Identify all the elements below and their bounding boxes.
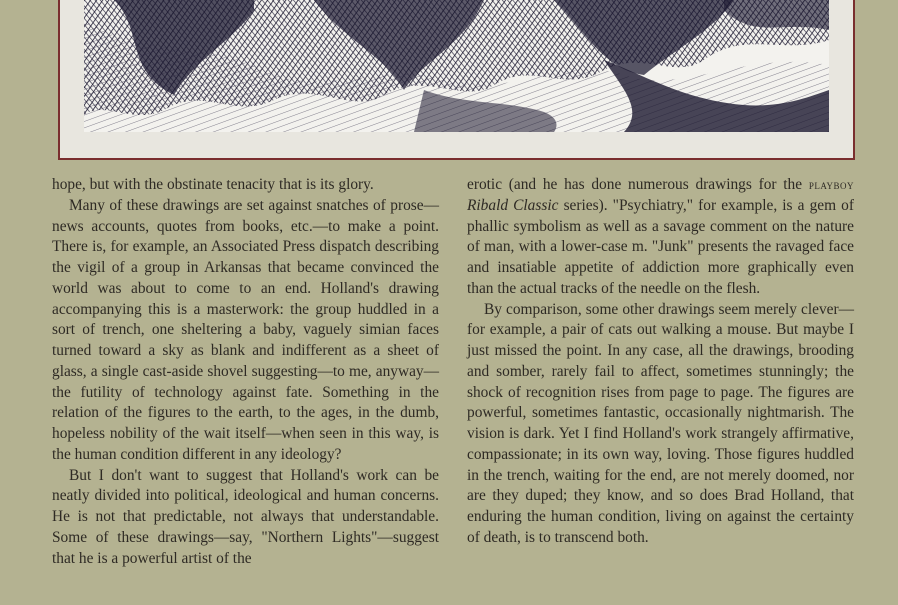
paragraph: Many of these drawings are set against snatches of prose—news accounts, quotes from books, etc.—to make a point. There is, for example, an Associated Press dispatch describing the vigil of a group in Arkansas that became convinced the world was about to come to an end. Holland's drawing accompanying this is a masterwork: the group huddled in a sort of trench, one sheltering a baby, vaguely simian faces turned toward a sky as blank and indifferent as a sheet of glass, a single cast-aside shovel suggesting—to me, anyway—the futility of technology against fate. Something in the relation of the figures to the earth, to the ages, in the dumb, hopeless nobility of the wait itself—when seen in this way, is the human condition different in any ideology? [52,196,439,463]
illustration-frame [58,0,855,160]
article-column-right [467,175,854,549]
paragraph [467,175,854,300]
paragraph: hope, but with the obstinate tenacity that is its glory. [52,176,374,193]
ink-crosshatch-illustration [84,0,829,132]
series-title: Ribald Classic [467,196,559,214]
paragraph: But I don't want to suggest that Holland's work can be neatly divided into political, ideological and human concerns. He is not that predictable, not always that understandable. Some of these drawings—say, "Northern Lights"—suggest that he is a powerful artist of the [52,466,439,567]
paragraph: By comparison, some other drawings seem merely clever—for example, a pair of cats out walking a mouse. But maybe I just missed the point. In any case, all the drawings, brooding and somber, rarely fail to affect, sometimes stunningly; the shock of recognition rises from page to page. The figures are powerful, sometimes fantastic, occasionally nightmarish. The vision is dark. Yet I find Holland's work strangely affirmative, compassionate; in its own way, loving. Those figures huddled in the trench, waiting for the end, are not merely doomed, nor are they duped; they know, and so does Brad Holland, that enduring the human condition, living on against the certainty of death, is to transcend both. [467,300,854,546]
article-column-left [52,175,439,569]
paragraph-text: series). "Psychiatry," for example, is a gem of phallic symbolism as well as a savage comment on the nature of man, with a lower-case m. "Junk" presents the ravaged face and insatiable appetite of addiction more graphically even than the actual tracks of the needle on the flesh. [467,196,854,297]
playboy-brand: playboy [808,177,854,192]
paragraph-text: erotic (and he has done numerous drawings for the [467,176,809,193]
